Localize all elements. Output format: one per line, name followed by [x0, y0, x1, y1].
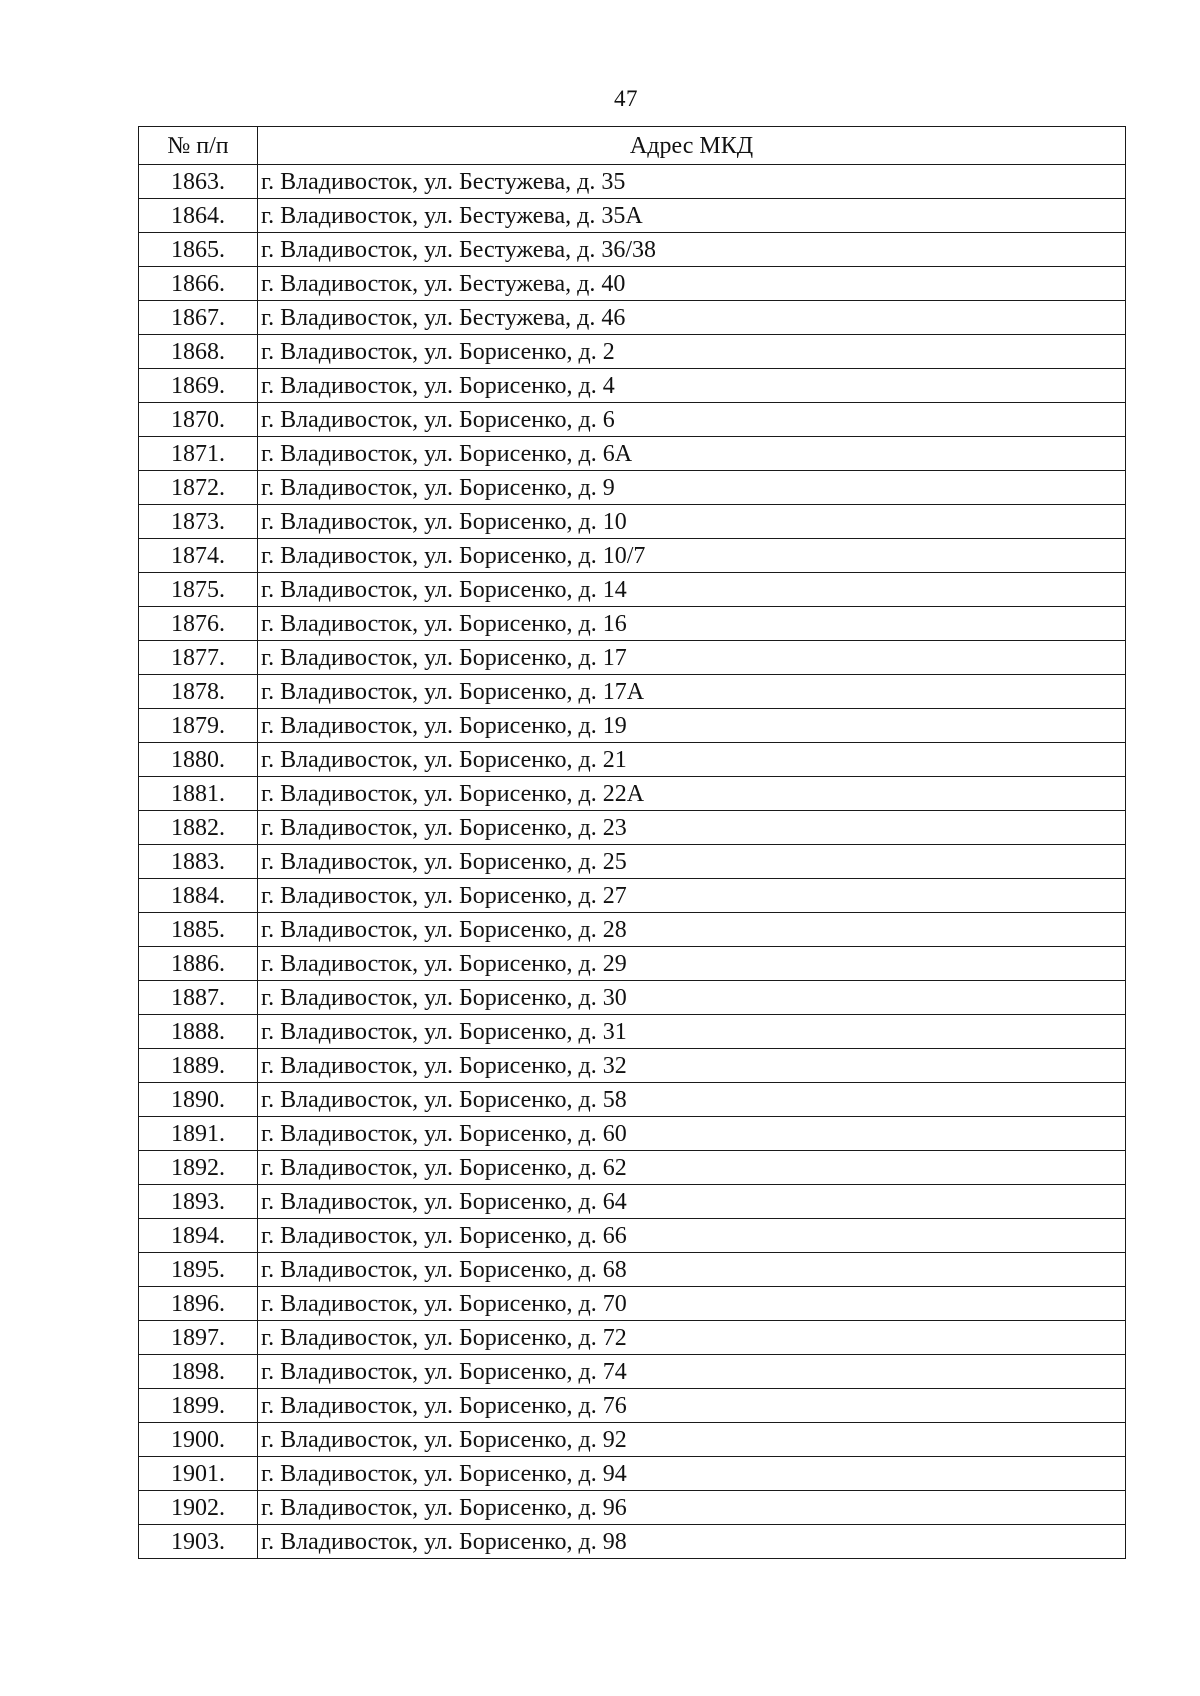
row-number: 1872. [139, 471, 258, 505]
table-row [139, 233, 1126, 267]
row-address: г. Владивосток, ул. Борисенко, д. 62 [258, 1151, 1126, 1185]
header-address: Адрес МКД [258, 127, 1126, 165]
row-address: г. Владивосток, ул. Борисенко, д. 23 [258, 811, 1126, 845]
table-row [139, 301, 1126, 335]
row-number: 1880. [139, 743, 258, 777]
row-number: 1875. [139, 573, 258, 607]
row-address: г. Владивосток, ул. Борисенко, д. 22А [258, 777, 1126, 811]
table-row [139, 165, 1126, 199]
row-number: 1884. [139, 879, 258, 913]
row-number: 1885. [139, 913, 258, 947]
table-row [139, 403, 1126, 437]
row-number: 1898. [139, 1355, 258, 1389]
row-address: г. Владивосток, ул. Бестужева, д. 36/38 [258, 233, 1126, 267]
row-address: г. Владивосток, ул. Борисенко, д. 17А [258, 675, 1126, 709]
row-address: г. Владивосток, ул. Борисенко, д. 68 [258, 1253, 1126, 1287]
row-address: г. Владивосток, ул. Борисенко, д. 2 [258, 335, 1126, 369]
table-row [139, 675, 1126, 709]
table-row [139, 947, 1126, 981]
row-number: 1881. [139, 777, 258, 811]
row-address: г. Владивосток, ул. Борисенко, д. 17 [258, 641, 1126, 675]
row-address: г. Владивосток, ул. Борисенко, д. 6 [258, 403, 1126, 437]
row-address: г. Владивосток, ул. Борисенко, д. 10 [258, 505, 1126, 539]
table-row [139, 913, 1126, 947]
table-row [139, 505, 1126, 539]
row-address: г. Владивосток, ул. Борисенко, д. 94 [258, 1457, 1126, 1491]
table-row [139, 1117, 1126, 1151]
table-row [139, 335, 1126, 369]
table-row [139, 1389, 1126, 1423]
header-num: № п/п [139, 127, 258, 165]
row-address: г. Владивосток, ул. Борисенко, д. 10/7 [258, 539, 1126, 573]
table-row [139, 369, 1126, 403]
row-number: 1887. [139, 981, 258, 1015]
row-address: г. Владивосток, ул. Борисенко, д. 27 [258, 879, 1126, 913]
header-row [139, 127, 1126, 165]
row-address: г. Владивосток, ул. Борисенко, д. 28 [258, 913, 1126, 947]
row-number: 1900. [139, 1423, 258, 1457]
row-number: 1867. [139, 301, 258, 335]
table-row [139, 1151, 1126, 1185]
row-number: 1870. [139, 403, 258, 437]
row-number: 1896. [139, 1287, 258, 1321]
row-number: 1882. [139, 811, 258, 845]
row-address: г. Владивосток, ул. Борисенко, д. 30 [258, 981, 1126, 1015]
row-number: 1871. [139, 437, 258, 471]
row-number: 1897. [139, 1321, 258, 1355]
table-row [139, 1185, 1126, 1219]
row-address: г. Владивосток, ул. Борисенко, д. 32 [258, 1049, 1126, 1083]
table-row [139, 1321, 1126, 1355]
row-address: г. Владивосток, ул. Бестужева, д. 40 [258, 267, 1126, 301]
table-row [139, 811, 1126, 845]
table-row [139, 1525, 1126, 1559]
table-row [139, 1457, 1126, 1491]
row-address: г. Владивосток, ул. Борисенко, д. 31 [258, 1015, 1126, 1049]
row-number: 1893. [139, 1185, 258, 1219]
table-row [139, 1355, 1126, 1389]
row-address: г. Владивосток, ул. Борисенко, д. 74 [258, 1355, 1126, 1389]
table-row [139, 1015, 1126, 1049]
table-row [139, 709, 1126, 743]
row-address: г. Владивосток, ул. Борисенко, д. 29 [258, 947, 1126, 981]
table-row [139, 1423, 1126, 1457]
table-row [139, 743, 1126, 777]
row-address: г. Владивосток, ул. Борисенко, д. 14 [258, 573, 1126, 607]
row-address: г. Владивосток, ул. Борисенко, д. 70 [258, 1287, 1126, 1321]
row-number: 1891. [139, 1117, 258, 1151]
table-row [139, 1219, 1126, 1253]
row-address: г. Владивосток, ул. Борисенко, д. 6А [258, 437, 1126, 471]
row-number: 1899. [139, 1389, 258, 1423]
row-number: 1869. [139, 369, 258, 403]
row-address: г. Владивосток, ул. Борисенко, д. 21 [258, 743, 1126, 777]
row-address: г. Владивосток, ул. Борисенко, д. 66 [258, 1219, 1126, 1253]
row-address: г. Владивосток, ул. Бестужева, д. 35 [258, 165, 1126, 199]
row-address: г. Владивосток, ул. Борисенко, д. 60 [258, 1117, 1126, 1151]
row-number: 1863. [139, 165, 258, 199]
row-address: г. Владивосток, ул. Борисенко, д. 58 [258, 1083, 1126, 1117]
table-row [139, 1049, 1126, 1083]
table-row [139, 1083, 1126, 1117]
table-row [139, 981, 1126, 1015]
row-number: 1877. [139, 641, 258, 675]
row-address: г. Владивосток, ул. Борисенко, д. 76 [258, 1389, 1126, 1423]
row-address: г. Владивосток, ул. Борисенко, д. 25 [258, 845, 1126, 879]
row-address: г. Владивосток, ул. Бестужева, д. 46 [258, 301, 1126, 335]
table-row [139, 879, 1126, 913]
row-address: г. Владивосток, ул. Борисенко, д. 98 [258, 1525, 1126, 1559]
row-number: 1903. [139, 1525, 258, 1559]
row-number: 1895. [139, 1253, 258, 1287]
table-header [139, 127, 1126, 165]
row-address: г. Владивосток, ул. Борисенко, д. 72 [258, 1321, 1126, 1355]
row-address: г. Владивосток, ул. Борисенко, д. 92 [258, 1423, 1126, 1457]
table-row [139, 777, 1126, 811]
row-number: 1901. [139, 1457, 258, 1491]
row-number: 1879. [139, 709, 258, 743]
row-number: 1892. [139, 1151, 258, 1185]
row-address: г. Владивосток, ул. Борисенко, д. 19 [258, 709, 1126, 743]
row-address: г. Владивосток, ул. Борисенко, д. 4 [258, 369, 1126, 403]
row-number: 1886. [139, 947, 258, 981]
row-address: г. Владивосток, ул. Борисенко, д. 16 [258, 607, 1126, 641]
row-number: 1889. [139, 1049, 258, 1083]
row-number: 1873. [139, 505, 258, 539]
row-number: 1874. [139, 539, 258, 573]
table-row [139, 199, 1126, 233]
row-address: г. Владивосток, ул. Борисенко, д. 64 [258, 1185, 1126, 1219]
table-row [139, 641, 1126, 675]
row-number: 1876. [139, 607, 258, 641]
page-number: 47 [614, 86, 638, 111]
table-row [139, 1253, 1126, 1287]
row-number: 1890. [139, 1083, 258, 1117]
table-row [139, 267, 1126, 301]
table-row [139, 1491, 1126, 1525]
table-row [139, 539, 1126, 573]
row-address: г. Владивосток, ул. Бестужева, д. 35А [258, 199, 1126, 233]
row-number: 1888. [139, 1015, 258, 1049]
table-row [139, 573, 1126, 607]
table-row [139, 845, 1126, 879]
row-number: 1894. [139, 1219, 258, 1253]
row-number: 1864. [139, 199, 258, 233]
row-number: 1868. [139, 335, 258, 369]
row-number: 1883. [139, 845, 258, 879]
table-row [139, 471, 1126, 505]
table-row [139, 1287, 1126, 1321]
table-row [139, 437, 1126, 471]
row-number: 1878. [139, 675, 258, 709]
row-address: г. Владивосток, ул. Борисенко, д. 9 [258, 471, 1126, 505]
table-row [139, 607, 1126, 641]
row-address: г. Владивосток, ул. Борисенко, д. 96 [258, 1491, 1126, 1525]
table-body [139, 165, 1126, 1559]
address-table [138, 126, 1126, 1559]
row-number: 1865. [139, 233, 258, 267]
row-number: 1866. [139, 267, 258, 301]
row-number: 1902. [139, 1491, 258, 1525]
